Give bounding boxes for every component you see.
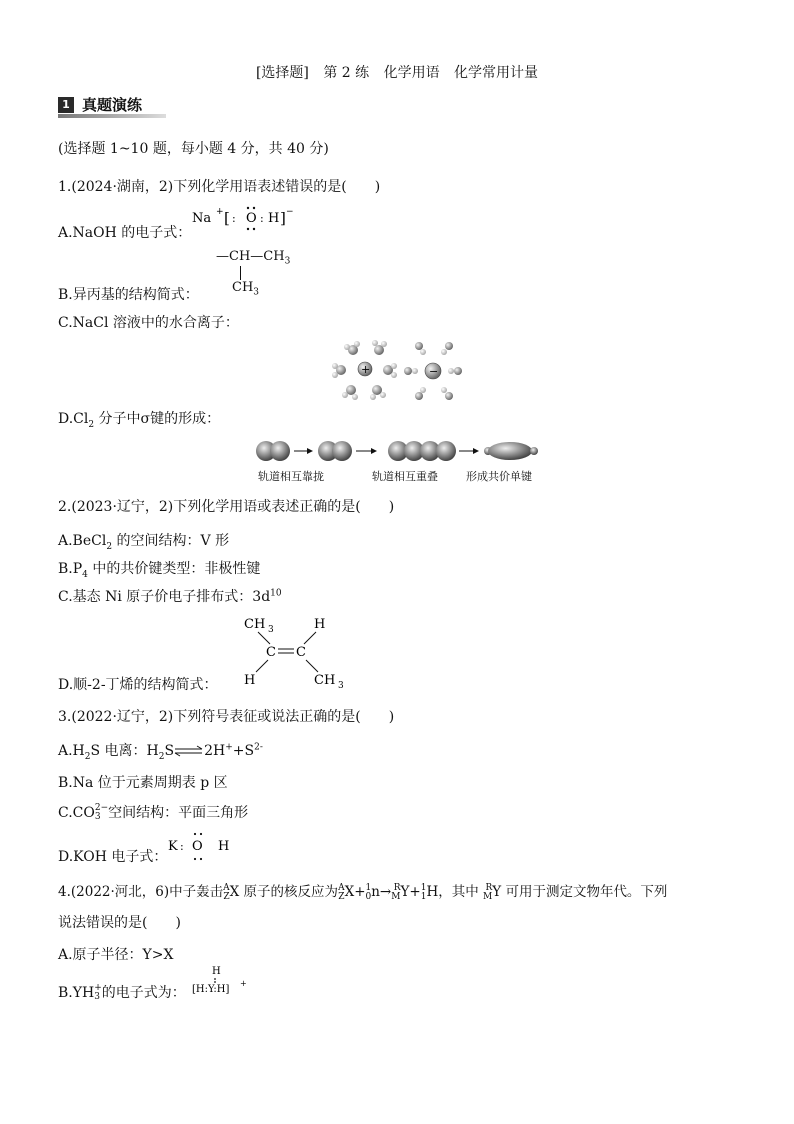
yh3-electron-formula	[190, 964, 250, 1000]
naoh-na: Na	[192, 211, 212, 226]
naoh-colon-left: :	[232, 212, 236, 225]
koh-dot	[194, 833, 196, 835]
q4-stem-line2: 说法错误的是( )	[58, 915, 181, 931]
section-underline	[58, 114, 166, 118]
naoh-dot	[253, 228, 255, 230]
koh-k: K	[168, 839, 178, 854]
naoh-h: H	[268, 211, 280, 226]
q2-option-d: D.顺-2-丁烯的结构简式：	[58, 677, 218, 693]
bond-line	[306, 660, 318, 672]
butene-h-top: H	[314, 617, 326, 632]
koh-h: H	[218, 839, 230, 854]
caption-bond: 形成共价单键	[466, 470, 532, 483]
q1-option-d: $D.Cl_2$ 分子中σ键的形成：	[58, 411, 221, 430]
isopropyl-bottom: $CH_3$	[232, 280, 260, 298]
sigma-bond-diagram	[254, 436, 544, 466]
caption-overlap: 轨道相互重叠	[372, 470, 438, 483]
yh3-h-top: H	[212, 966, 221, 977]
q3-option-a: $A.H_2S$ 电离：$H_2S$ $2H^++S^{2-}$	[58, 742, 263, 762]
q2-option-a: A.BeCl$_2$ 的空间结构：V 形	[58, 533, 230, 552]
butene-h-bottom: H	[244, 673, 256, 688]
koh-dot	[200, 858, 202, 860]
section-title: 真题演练	[82, 96, 143, 114]
section-number-icon: 1	[58, 97, 74, 113]
koh-dot	[194, 858, 196, 860]
q4-option-b: B.YH + 3 的电子式为：	[58, 983, 186, 1002]
yh3-charge: +	[240, 979, 247, 988]
q3-option-d: D.KOH 电子式：	[58, 849, 168, 865]
single-bond-formed	[484, 442, 538, 460]
koh-o: O	[192, 839, 203, 854]
q1-option-b: B.异丙基的结构简式：	[58, 287, 199, 303]
bond-line	[304, 632, 316, 644]
orbitals-overlap	[388, 441, 456, 461]
sodium-ion-cluster	[332, 340, 397, 400]
butene-ch3-bottom: CH	[314, 673, 336, 688]
orbitals-approach-2	[318, 441, 352, 461]
naoh-colon-right: :	[260, 212, 264, 225]
yh3-dot	[214, 981, 216, 983]
q2-option-c: C.基态 Ni 原子价电子排布式：$3d^{10}$	[58, 588, 282, 605]
naoh-dot	[253, 207, 255, 209]
naoh-dot	[247, 207, 249, 209]
cis-2-butene-structure	[236, 612, 356, 688]
butene-ch3-bottom-sub: 3	[338, 681, 344, 688]
yh3-dot	[214, 978, 216, 980]
q3-stem: 3.(2022·辽宁，2)下列符号表征或说法正确的是( )	[58, 709, 395, 725]
title-topic1: 化学用语	[383, 65, 440, 81]
naoh-na-charge: +	[216, 207, 224, 217]
naoh-bracket-left: [	[224, 209, 230, 227]
koh-colon-left: :	[180, 840, 184, 853]
q4-stem: 4.(2022·河北，6)中子轰击 A Z X 原子的核反应为 A Z X+ 1 0 n→ R M Y+ 1 1 H，其中 R M Y 可用于测定文物年代。下列	[58, 882, 668, 902]
section-header	[58, 94, 142, 118]
q2-option-b: $B.P_4$ 中的共价键类型：非极性键	[58, 561, 261, 580]
yh3-body: [H:Y:H]	[192, 984, 230, 995]
bond-line	[256, 660, 268, 672]
q1-option-a: A.NaOH 的电子式：	[58, 225, 192, 241]
butene-c-right: C	[296, 645, 306, 660]
q4-option-a: A.原子半径：Y>X	[58, 947, 174, 963]
naoh-electron-formula	[190, 202, 300, 234]
butene-c-left: C	[266, 645, 276, 660]
butene-ch3-top-sub: 3	[268, 625, 274, 635]
plus-sign-icon: +	[361, 363, 371, 376]
isopropyl-top: $—CH—CH_3$	[216, 249, 291, 267]
hydrated-ions-diagram	[328, 338, 468, 406]
title-tag: [选择题]	[255, 65, 309, 81]
caption-approach: 轨道相互靠拢	[258, 470, 324, 483]
minus-sign-icon: −	[429, 365, 439, 378]
title-topic2: 化学常用计量	[454, 65, 539, 81]
isopropyl-bond	[240, 266, 241, 280]
koh-dot	[200, 833, 202, 835]
naoh-bracket-right: ]	[280, 209, 286, 227]
q2-stem: 2.(2023·辽宁，2)下列化学用语或表述正确的是( )	[58, 499, 395, 515]
naoh-dot	[247, 228, 249, 230]
equilibrium-arrow-icon	[174, 745, 204, 757]
q3-option-c: C.CO 2− 3 空间结构：平面三角形	[58, 803, 249, 822]
chloride-ion-cluster	[404, 342, 462, 400]
intro-text: (选择题 1~10 题，每小题 4 分，共 40 分)	[58, 141, 329, 157]
koh-electron-formula	[166, 828, 236, 864]
q3-option-b: B.Na 位于元素周期表 p 区	[58, 775, 228, 791]
page-title	[0, 62, 794, 82]
q1-stem: 1.(2024·湖南，2)下列化学用语表述错误的是( )	[58, 179, 381, 195]
naoh-o: O	[246, 211, 257, 226]
orbitals-approach	[256, 441, 290, 461]
q1-option-c: C.NaCl 溶液中的水合离子：	[58, 315, 239, 331]
title-lesson: 第 2 练	[323, 65, 370, 81]
butene-ch3-top: CH	[244, 617, 266, 632]
naoh-charge: −	[286, 207, 294, 217]
